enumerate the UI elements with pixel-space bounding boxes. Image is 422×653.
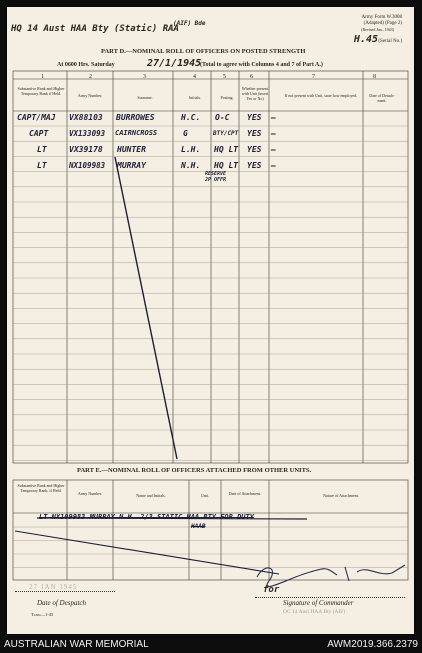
row-3-rank: LT <box>37 145 47 154</box>
print-code: Tr.uu—1-43 <box>31 612 54 617</box>
form-page <box>7 7 414 634</box>
row-1-employed: — <box>271 113 276 122</box>
archive-name: AUSTRALIAN WAR MEMORIAL <box>4 639 149 650</box>
row-2-present: YES <box>247 129 262 138</box>
part-e-header-unit: Unit. <box>200 493 210 498</box>
col-number: 2 <box>89 74 92 80</box>
row-2-initials: G <box>183 129 188 138</box>
header-posting: Posting. <box>220 95 234 100</box>
row-2-surname: CAIRNCROSS <box>115 129 158 137</box>
part-e-header-number: Army Number. <box>77 491 103 496</box>
form-grid <box>7 7 414 634</box>
part-e-crossed-sub: HAAB <box>191 523 206 530</box>
commander-label: Signature of Commander <box>283 599 354 607</box>
part-e-header-name: Name and Initials. <box>136 493 166 498</box>
row-4-surname: MURRAY <box>117 161 146 170</box>
row-1-posting: O-C <box>215 113 230 122</box>
form-revised: (Revised Jan., 1943) <box>361 27 394 32</box>
archive-id: AWM2019.366.2379 <box>327 639 418 650</box>
header-surname: Surname. <box>137 95 153 100</box>
for-handwritten: for <box>263 585 280 595</box>
row-3-present: YES <box>247 145 262 154</box>
part-e-header-nature: Nature of Attachment. <box>323 493 359 498</box>
row-2-number: VX133093 <box>69 129 106 138</box>
row-1-number: VX88103 <box>69 113 103 122</box>
row-3-employed: — <box>271 145 276 154</box>
row-4-rank: LT <box>37 161 47 170</box>
row-4-number: NX109983 <box>69 161 106 170</box>
part-e-crossed-row: LT NX109983 MURRAY N.H. 2/3 STATIC HAA BTY FOR DUTY <box>39 513 254 521</box>
row-3-surname: HUNTER <box>117 145 146 154</box>
unit-stamp: OC 14 Aust HAA Bty (AIF) <box>283 609 346 615</box>
row-1-surname: BURROWES <box>116 113 155 122</box>
serial-number-handwritten: H.45 <box>353 34 378 45</box>
header-present: Whether present with Unit (insert Yes or No) <box>241 86 269 101</box>
header-initials: Initials. <box>188 95 202 100</box>
signature-line <box>255 597 405 598</box>
form-id: Army Form W.3008 <box>361 15 402 20</box>
header-rank: Substantive Rank and Higher Temporary Rank if Held. <box>17 86 65 96</box>
part-d-date-handwritten: 27/1/1945 <box>147 58 202 69</box>
row-2-rank: CAPT <box>29 129 49 138</box>
despatch-label: Date of Despatch <box>37 599 86 607</box>
row-3-posting: HQ LT <box>214 145 239 154</box>
row-4-present: YES <box>247 161 262 170</box>
row-1-present: YES <box>247 113 262 122</box>
col-number: 5 <box>223 74 226 80</box>
col-number: 4 <box>193 74 196 80</box>
part-e-header-rank: Substantive Rank and Higher Temporary Rank, if Held. <box>17 483 65 493</box>
row-2-posting: BTY/CPT <box>213 130 239 137</box>
part-e-title: PART E.—NOMINAL ROLL OF OFFICERS ATTACHED FROM OTHER UNITS. <box>77 467 312 474</box>
murray-posting-note: RESERVE 2P OFFR <box>205 171 227 183</box>
header-date-detachment: Date of Detach-ment. <box>369 93 395 103</box>
row-4-initials: N.H. <box>181 161 201 170</box>
serial-label: (Serial No.) <box>378 39 402 44</box>
unit-suffix-handwritten: (AIF) Bde <box>173 20 206 27</box>
despatch-date-stamp: 27 JAN 1945 <box>29 583 78 591</box>
row-1-initials: H.C. <box>181 113 201 122</box>
part-d-at-prefix: At 0600 Hrs. Saturday <box>57 62 115 68</box>
part-e-header-date: Date of Attachment. <box>228 491 262 496</box>
header-employed: If not present with Unit, state how employed. <box>284 93 358 98</box>
archive-footer <box>0 636 422 653</box>
row-1-rank: CAPT/MAJ <box>17 113 56 122</box>
col-number: 3 <box>143 74 146 80</box>
col-number: 1 <box>41 74 44 80</box>
header-army-number: Army Number. <box>77 93 103 98</box>
part-d-title: PART D.—NOMINAL ROLL OF OFFICERS ON POSTED STRENGTH <box>101 48 306 55</box>
row-4-employed: — <box>271 161 276 170</box>
row-4-posting: HQ LT <box>214 161 239 170</box>
part-d-total-note: (Total to agree with Columns 4 and 7 of Part A.) <box>200 62 323 68</box>
col-number: 7 <box>312 74 315 80</box>
col-number: 8 <box>373 74 376 80</box>
row-3-number: VX39178 <box>69 145 103 154</box>
despatch-line <box>15 591 115 592</box>
col-number: 6 <box>250 74 253 80</box>
row-3-initials: L.H. <box>181 145 201 154</box>
form-adapted: (Adapted) (Page 2) <box>363 21 402 26</box>
unit-name-handwritten: HQ 14 Aust HAA Bty (Static) RAA <box>11 24 179 34</box>
row-2-employed: — <box>271 129 276 138</box>
